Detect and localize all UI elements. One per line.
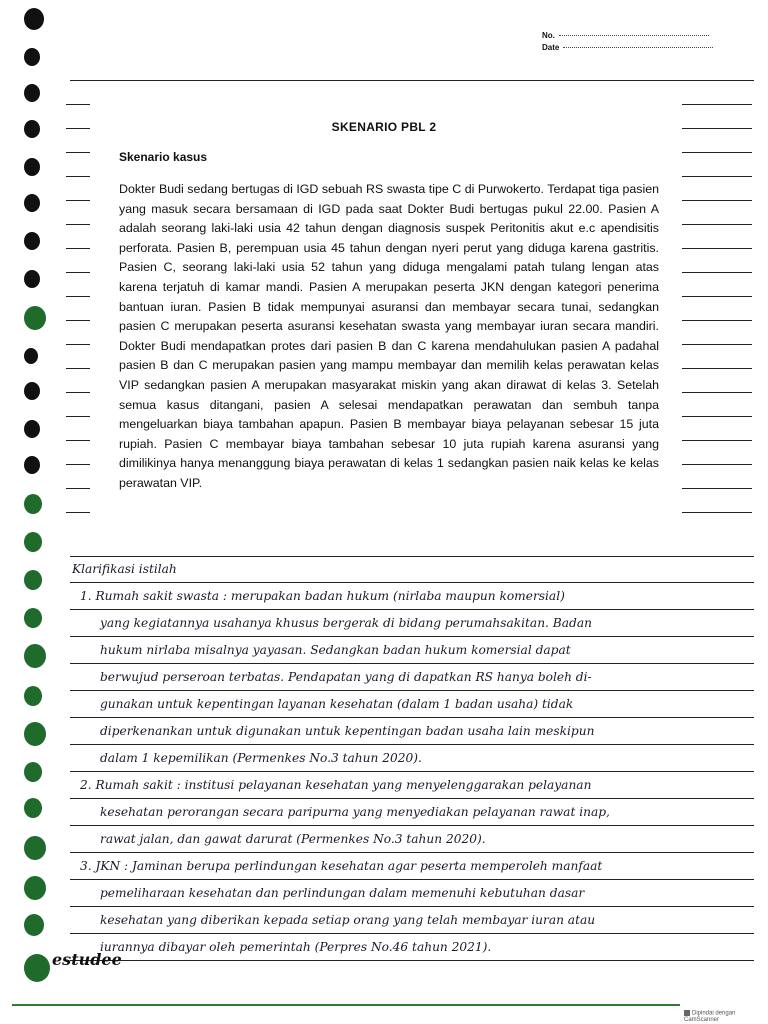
binder-hole — [24, 644, 46, 668]
margin-tick — [66, 248, 90, 249]
date-field: Date — [542, 42, 713, 54]
ruled-line — [70, 960, 754, 961]
binder-hole — [24, 348, 38, 364]
handwritten-line: iurannya dibayar oleh pemerintah (Perpres No.46 tahun 2021). — [100, 940, 492, 954]
binder-hole — [24, 876, 46, 900]
handwritten-line: dalam 1 kepemilikan (Permenkes No.3 tahun 2020). — [100, 751, 422, 765]
margin-tick — [66, 296, 90, 297]
ruled-line — [70, 80, 754, 81]
binder-hole — [24, 798, 42, 818]
binder-hole — [24, 532, 42, 552]
binder-hole — [24, 270, 40, 288]
margin-tick — [682, 488, 752, 489]
binder-hole — [24, 194, 40, 212]
binder-hole — [24, 158, 40, 176]
binder-hole — [24, 954, 50, 982]
handwritten-line: berwujud perseroan terbatas. Pendapatan yang di dapatkan RS hanya boleh di- — [100, 670, 592, 684]
handwritten-line: gunakan untuk kepentingan layanan kesehatan (dalam 1 badan usaha) tidak — [100, 697, 574, 711]
margin-tick — [66, 440, 90, 441]
ruled-line — [70, 556, 754, 557]
binder-hole — [24, 608, 42, 628]
ruled-line — [70, 933, 754, 934]
margin-tick — [66, 368, 90, 369]
ruled-line — [70, 825, 754, 826]
margin-tick — [682, 224, 752, 225]
margin-tick — [66, 464, 90, 465]
handwritten-line: kesehatan perorangan secara paripurna yang menyediakan pelayanan rawat inap, — [100, 805, 610, 819]
margin-tick — [66, 104, 90, 105]
ruled-line — [70, 663, 754, 664]
no-field: No. — [542, 30, 713, 42]
binder-hole — [24, 836, 46, 860]
ruled-line — [70, 771, 754, 772]
binder-hole — [24, 420, 40, 438]
binder-hole — [24, 382, 40, 400]
margin-tick — [66, 416, 90, 417]
binder-hole — [24, 456, 40, 474]
margin-tick — [66, 272, 90, 273]
ruled-line — [70, 609, 754, 610]
margin-tick — [66, 224, 90, 225]
binder-hole — [24, 8, 44, 30]
handwritten-line: yang kegiatannya usahanya khusus bergerak di bidang perumahsakitan. Badan — [100, 616, 592, 630]
binder-hole — [24, 762, 42, 782]
handwritten-line: kesehatan yang diberikan kepada setiap orang yang telah membayar iuran atau — [100, 913, 596, 927]
ruled-line — [70, 690, 754, 691]
handwritten-line: 2. Rumah sakit : institusi pelayanan kesehatan yang menyelenggarakan pelayanan — [80, 778, 592, 792]
margin-tick — [682, 272, 752, 273]
ruled-line — [70, 636, 754, 637]
margin-tick — [682, 152, 752, 153]
handwritten-line: diperkenankan untuk digunakan untuk kepentingan badan usaha lain meskipun — [100, 724, 595, 738]
binder-hole — [24, 686, 42, 706]
ruled-line — [70, 798, 754, 799]
handwritten-line: pemeliharaan kesehatan dan perlindungan dalam memenuhi kebutuhan dasar — [100, 886, 585, 900]
margin-tick — [682, 512, 752, 513]
scenario-paragraph: Dokter Budi sedang bertugas di IGD sebuah RS swasta tipe C di Purwokerto. Terdapat tiga pasien yang masuk secara bersamaan di IGD pada saat Dokter Budi bertugas pukul 22.00. Pasien A adalah seorang laki-laki usia 42 tahun dengan diagnosis suspek Peritonitis akut e.c apendisitis perforata. Pasien B, perempuan usia 45 tahun dengan nyeri perut yang diduga karena gastritis. Pasien C, seorang laki-laki usia 52 tahun yang diduga mengalami patah tulang lengan atas karena terjatuh di kamar mandi. Pasien A merupakan peserta JKN dengan kategori penerima bantuan iuran. Pasien B tidak mempunyai asuransi dan membayar secara tunai, sedangkan pasien C merupakan peserta asuransi kesehatan swasta yang membayar iuran secara mandiri. Dokter Budi mendapatkan protes dari pasien B dan C karena mendahulukan pasien A padahal pasien B dan C merupakan pasien yang mampu membayar dan memilih kelas perawatan kelas VIP sedangkan pasien A merupakan masyarakat miskin yang akan dirawat di kelas 3. Setelah semua kasus ditangani, pasien A selesai mendapatkan perawatan dan sembuh tanpa mengeluarkan biaya tambahan apapun. Pasien B membayar biaya pelayanan sebesar 15 juta rupiah. Pasien C membayar biaya tambahan sebesar 10 juta rupiah karena asuransi yang dimilikinya hanya menanggung biaya perawatan di kelas 1 sedangkan pasien naik kelas ke kelas perawatan VIP. — [119, 182, 659, 490]
brand-logo: estudee — [52, 950, 122, 969]
margin-tick — [66, 512, 90, 513]
margin-tick — [682, 344, 752, 345]
header-meta — [542, 30, 713, 54]
margin-tick — [682, 248, 752, 249]
margin-tick — [682, 320, 752, 321]
document-subtitle: Skenario kasus — [119, 150, 208, 164]
margin-tick — [66, 152, 90, 153]
ruled-line — [70, 906, 754, 907]
margin-tick — [66, 392, 90, 393]
document-title: SKENARIO PBL 2 — [331, 120, 437, 134]
camscanner-icon — [684, 1010, 690, 1016]
margin-tick — [682, 392, 752, 393]
binder-hole — [24, 306, 46, 330]
margin-tick — [66, 200, 90, 201]
margin-tick — [66, 488, 90, 489]
ruled-line — [70, 852, 754, 853]
margin-tick — [682, 416, 752, 417]
margin-tick — [682, 464, 752, 465]
binder-hole — [24, 48, 40, 66]
handwritten-line: 3. JKN : Jaminan berupa perlindungan kesehatan agar peserta memperoleh manfaat — [80, 859, 603, 873]
margin-tick — [66, 320, 90, 321]
binder-holes — [0, 0, 60, 1024]
handwritten-heading: Klarifikasi istilah — [72, 562, 177, 576]
scanner-watermark: Dipindai dengan CamScanner — [684, 1010, 736, 1023]
margin-tick — [66, 176, 90, 177]
ruled-line — [70, 744, 754, 745]
binder-hole — [24, 914, 44, 936]
binder-hole — [24, 494, 42, 514]
binder-hole — [24, 722, 46, 746]
margin-tick — [682, 296, 752, 297]
binder-hole — [24, 84, 40, 102]
margin-tick — [682, 368, 752, 369]
margin-tick — [66, 344, 90, 345]
margin-tick — [682, 104, 752, 105]
footer-rule — [12, 1004, 680, 1006]
handwritten-line: 1. Rumah sakit swasta : merupakan badan hukum (nirlaba maupun komersial) — [80, 589, 565, 603]
handwritten-line: hukum nirlaba misalnya yayasan. Sedangkan badan hukum komersial dapat — [100, 643, 571, 657]
margin-tick — [682, 440, 752, 441]
margin-tick — [682, 200, 752, 201]
ruled-line — [70, 582, 754, 583]
ruled-line — [70, 879, 754, 880]
ruled-line — [70, 717, 754, 718]
binder-hole — [24, 570, 42, 590]
margin-tick — [682, 176, 752, 177]
handwritten-line: rawat jalan, dan gawat darurat (Permenkes No.3 tahun 2020). — [100, 832, 486, 846]
binder-hole — [24, 232, 40, 250]
